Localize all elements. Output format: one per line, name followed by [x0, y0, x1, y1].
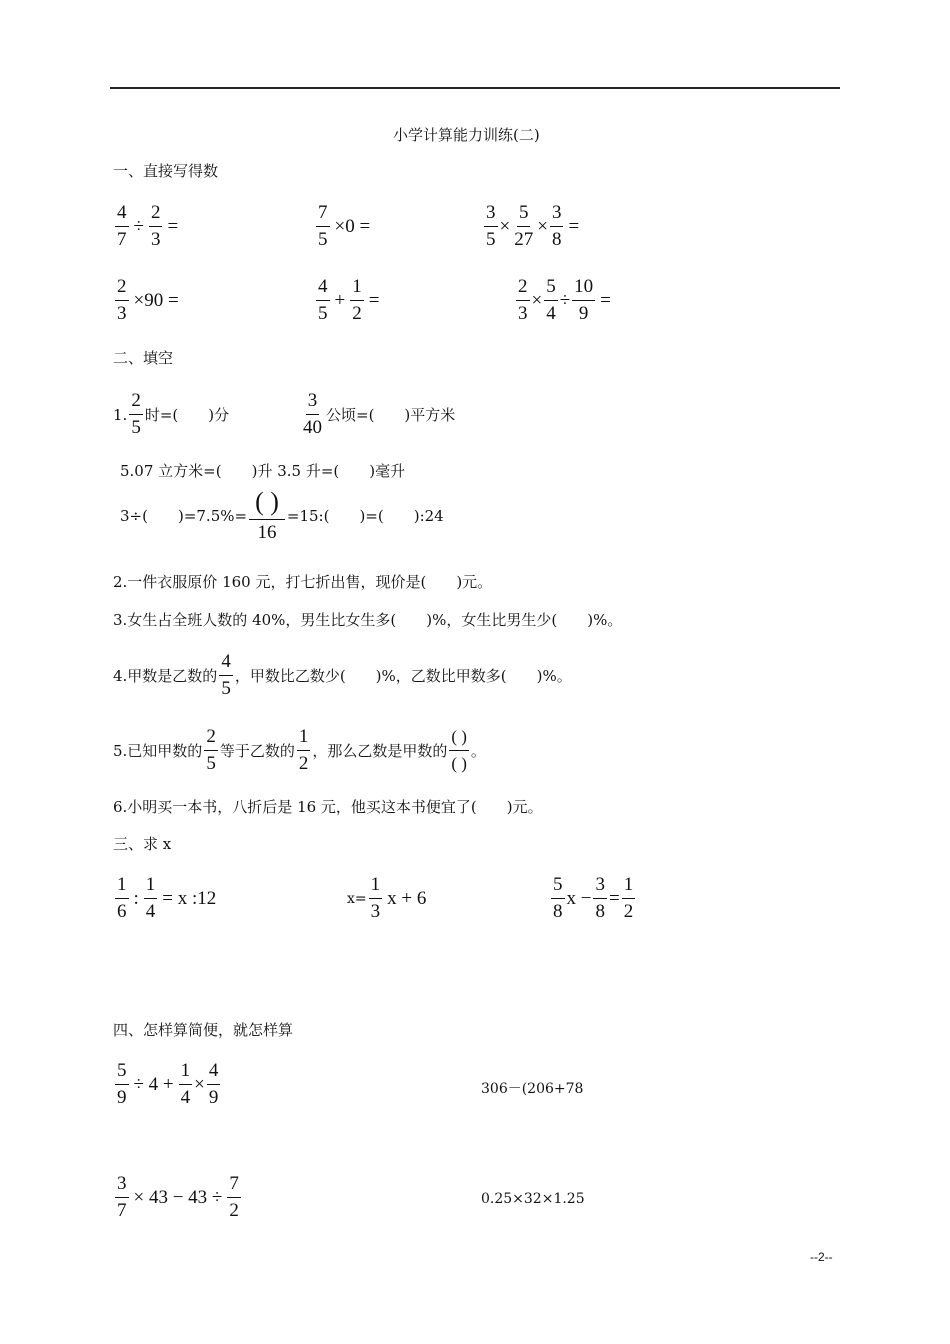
fraction: $\frac{2}{3}$ — [117, 276, 127, 324]
s1-problem-1: $\frac{4}{7}$ ÷ $\frac{2}{3}$ = — [117, 202, 179, 250]
fraction: $\frac{( )}{( )}$ — [451, 727, 467, 773]
s1-problem-4: $\frac{2}{3}$ ×90 = — [117, 276, 179, 324]
fraction: $\frac{3}{5}$ — [486, 202, 496, 250]
fraction: $\frac{2}{3}$ — [150, 202, 161, 250]
fraction: $\frac{3}{7}$ — [117, 1173, 127, 1221]
fraction: $\frac{10}{9}$ — [574, 276, 594, 324]
fraction: $\frac{1}{2}$ — [623, 874, 634, 922]
fraction: $\frac{1}{2}$ — [352, 276, 362, 324]
fraction: $\frac{1}{2}$ — [298, 726, 309, 774]
fraction: $\frac{2}{3}$ — [518, 276, 528, 324]
fraction: $\frac{1}{3}$ — [370, 874, 381, 922]
fraction: $\frac{5}{4}$ — [546, 276, 556, 324]
fraction: $\frac{3}{40}$ — [303, 390, 322, 438]
fraction: $\frac{2}{5}$ — [206, 726, 216, 774]
fraction: $\frac{5}{8}$ — [553, 874, 563, 922]
fraction: $\frac{4}{5}$ — [318, 276, 328, 324]
fraction: $\frac{7}{2}$ — [229, 1173, 239, 1221]
s2-q1b: $\frac{3}{40}$ 公顷=( )平方米 — [303, 390, 456, 438]
s4-problem-1: $\frac{5}{9}$ ÷ 4 + $\frac{1}{4}$ × $\frac{4}{9}$ — [117, 1060, 219, 1108]
s3-problem-3: $\frac{5}{8}$ x − $\frac{3}{8}$ = $\frac{1}{2}$ — [553, 874, 634, 922]
s1-problem-2: $\frac{7}{5}$ ×0 = — [318, 202, 371, 250]
fraction: $\frac{3}{8}$ — [551, 202, 562, 250]
s2-q1c: 5.07 立方米=( )升 3.5 升=( )毫升 — [120, 462, 406, 480]
header-rule — [110, 87, 840, 89]
fraction: $\frac{4}{5}$ — [221, 651, 231, 699]
fraction: $\frac{2}{5}$ — [131, 390, 141, 438]
fraction: $\frac{1}{6}$ — [117, 874, 127, 922]
fraction: $\frac{( )}{16}$ — [249, 487, 285, 544]
s3-problem-2: x= $\frac{1}{3}$ x + 6 — [347, 874, 427, 922]
s3-problem-1: $\frac{1}{6}$ : $\frac{1}{4}$ = x :12 — [117, 874, 217, 922]
s2-q1d: 3÷( )=7.5%= $\frac{( )}{16}$ =15:( )=( ):24 — [120, 487, 444, 543]
s4-problem-4: 0.25×32×1.25 — [481, 1191, 585, 1207]
fraction: $\frac{4}{9}$ — [208, 1060, 219, 1108]
fraction: $\frac{3}{8}$ — [595, 874, 605, 922]
page-number: --2-- — [810, 1250, 833, 1264]
s2-q1a: 1. $\frac{2}{5}$ 时=( )分 — [113, 390, 230, 438]
s1-problem-3: $\frac{3}{5}$ × $\frac{5}{27}$ × $\frac{3}{8}$ = — [486, 202, 580, 250]
fraction: $\frac{7}{5}$ — [318, 202, 328, 250]
s2-q2: 2.一件衣服原价 160 元，打七折出售，现价是( )元。 — [113, 573, 493, 591]
fraction: $\frac{5}{9}$ — [117, 1060, 127, 1108]
fraction: $\frac{1}{4}$ — [180, 1060, 191, 1108]
s4-problem-2: 306－(206+78 — [481, 1081, 584, 1097]
section1-heading: 一、直接写得数 — [113, 162, 219, 180]
s2-q6: 6.小明买一本书，八折后是 16 元，他买这本书便宜了( )元。 — [113, 798, 543, 816]
fraction: $\frac{4}{7}$ — [117, 202, 127, 250]
section2-heading: 二、填空 — [113, 349, 174, 367]
page-title: 小学计算能力训练(二) — [393, 126, 540, 144]
s2-q3: 3.女生占全班人数的 40%，男生比女生多( )%，女生比男生少( )%。 — [113, 611, 623, 629]
s1-problem-6: $\frac{2}{3}$ × $\frac{5}{4}$ ÷ $\frac{10}{9}$ = — [518, 276, 611, 324]
s4-problem-3: $\frac{3}{7}$ × 43 − 43 ÷ $\frac{7}{2}$ — [117, 1173, 239, 1221]
section4-heading: 四、怎样算简便，就怎样算 — [113, 1021, 294, 1039]
fraction: $\frac{5}{27}$ — [514, 202, 534, 250]
s2-q5: 5.已知甲数的 $\frac{2}{5}$ 等于乙数的 $\frac{1}{2}$ ，那么乙数是甲数的 $\frac{( )}{( )}$ 。 — [113, 726, 486, 774]
s1-problem-5: $\frac{4}{5}$ + $\frac{1}{2}$ = — [318, 276, 380, 324]
s2-q4: 4.甲数是乙数的 $\frac{4}{5}$ ，甲数比乙数少( )%，乙数比甲数多( )%。 — [113, 651, 572, 699]
section3-heading: 三、求 x — [113, 835, 172, 853]
fraction: $\frac{1}{4}$ — [145, 874, 156, 922]
